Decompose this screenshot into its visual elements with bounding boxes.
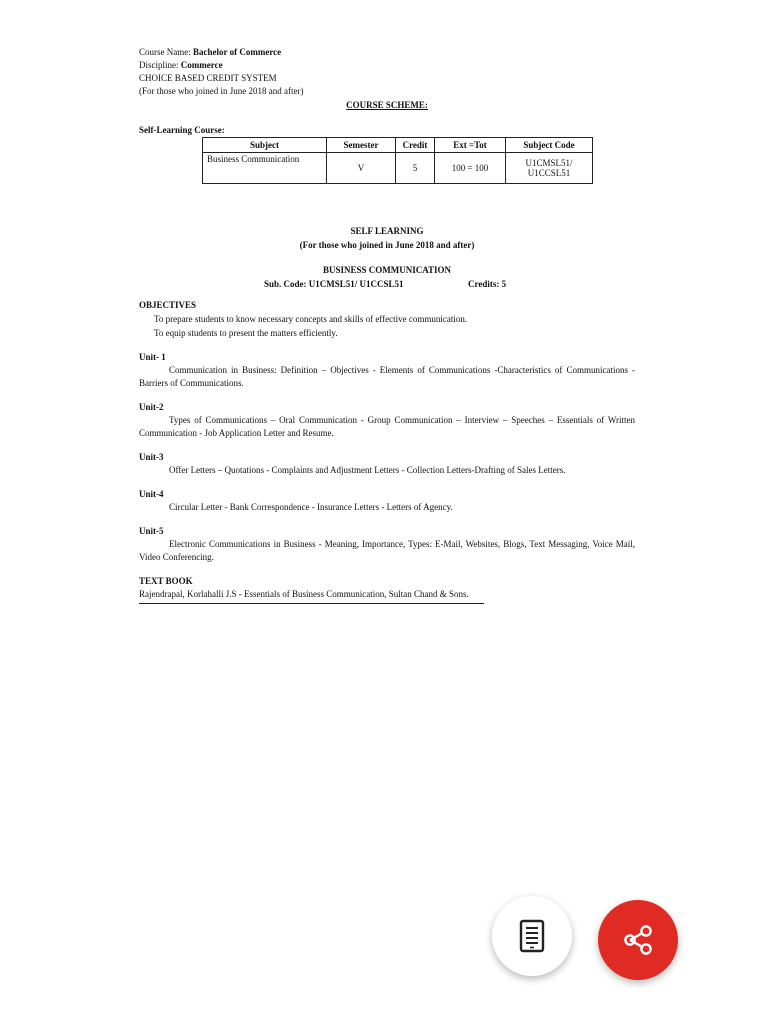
section-applicability: (For those who joined in June 2018 and after)	[299, 240, 475, 250]
cell-semester: V	[327, 153, 396, 184]
unit-1-title: Unit- 1	[139, 352, 166, 362]
subject-code-line-2: U1CCSL51	[527, 168, 571, 178]
column-header-credit: Credit	[396, 138, 435, 153]
share-button[interactable]	[598, 900, 678, 980]
discipline-value: Commerce	[180, 60, 223, 70]
unit-3-body: Offer Letters – Quotations - Complaints and Adjustment Letters - Collection Letters-Drafting of Sales Letters.	[169, 465, 566, 475]
cell-subject: Business Communication	[203, 153, 327, 184]
column-header-ext-tot: Ext =Tot	[435, 138, 506, 153]
self-learning-label: Self-Learning Course:	[139, 125, 225, 135]
unit-3-title: Unit-3	[139, 452, 164, 462]
column-header-subject-code: Subject Code	[506, 138, 593, 153]
self-learning-heading: SELF LEARNING	[350, 226, 424, 236]
column-header-subject: Subject	[203, 138, 327, 153]
credit-system: CHOICE BASED CREDIT SYSTEM	[139, 73, 277, 83]
discipline-line	[139, 59, 635, 72]
unit-5-body: Electronic Communications in Business - Meaning, Importance, Types: E-Mail, Websites, Blogs, Text Messaging, Voice Mail, Video Conferencing.	[139, 539, 635, 562]
table-header-row	[203, 138, 593, 153]
sub-code: Sub. Code: U1CMSL51/ U1CCSL51	[264, 279, 404, 289]
unit-2-body: Types of Communications – Oral Communication - Group Communication – Interview – Speeches – Essentials of Written Communication - Job Application Letter and Resume.	[139, 415, 635, 438]
column-header-semester: Semester	[327, 138, 396, 153]
course-name-value: Bachelor of Commerce	[193, 47, 282, 57]
textbook-heading: TEXT BOOK	[139, 576, 193, 586]
course-name-line	[139, 46, 635, 59]
discipline-label: Discipline:	[139, 60, 179, 70]
sub-code-row	[139, 277, 635, 292]
document-page	[139, 46, 635, 604]
unit-5-title: Unit-5	[139, 526, 164, 536]
course-scheme-title: COURSE SCHEME:	[346, 100, 428, 110]
objectives-heading: OBJECTIVES	[139, 300, 197, 310]
unit-4-body: Circular Letter - Bank Correspondence - Insurance Letters - Letters of Agency.	[169, 502, 453, 512]
unit-2-title: Unit-2	[139, 402, 164, 412]
objective-item: To prepare students to know necessary concepts and skills of effective communication.	[154, 314, 468, 324]
unit-1-body: Communication in Business: Definition – Objectives - Elements of Communications -Characteristics of Communications - Barriers of Communications.	[139, 365, 635, 388]
document-reader-icon	[519, 919, 545, 953]
cell-credit: 5	[396, 153, 435, 184]
cell-ext-tot: 100 = 100	[435, 153, 506, 184]
subject-code-line-1: U1CMSL51/	[525, 158, 573, 168]
reader-mode-button[interactable]	[492, 896, 572, 976]
table-row	[203, 153, 593, 184]
credits: Credits: 5	[468, 279, 507, 289]
course-table	[202, 137, 593, 184]
textbook-entry: Rajendrapal, Korlahalli J.S - Essentials of Business Communication, Sultan Chand & Sons.	[139, 589, 469, 599]
course-name-label: Course Name:	[139, 47, 191, 57]
cell-subject-code	[506, 153, 593, 184]
objective-item: To equip students to present the matters efficiently.	[154, 328, 338, 338]
header-applicability: (For those who joined in June 2018 and after)	[139, 86, 304, 96]
course-title: BUSINESS COMMUNICATION	[322, 265, 452, 275]
unit-4-title: Unit-4	[139, 489, 164, 499]
end-rule	[139, 603, 484, 604]
share-icon	[620, 922, 656, 958]
